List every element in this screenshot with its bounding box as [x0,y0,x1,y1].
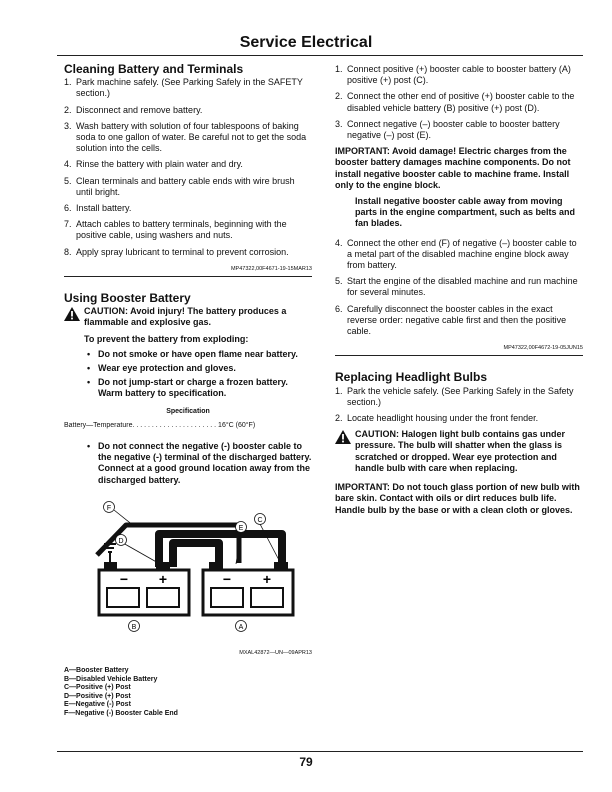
legend-item: A—Booster Battery [64,667,129,675]
important-note: IMPORTANT: Avoid damage! Electric charges from the booster battery damages machine components. Do not install negative booster cable to machine frame. Install only to the engine block. [335,146,571,190]
right-column [335,64,583,521]
callout-f: F [106,504,112,512]
footer-rule [57,751,583,752]
page-title: Service Electrical [239,34,373,51]
figure-ref: MXAL42872—UN—09APR13 [239,649,312,656]
legend-item: F—Negative (-) Booster Cable End [64,709,178,717]
list-item: 2. Disconnect and remove battery. [64,104,203,115]
booster-steps [335,64,583,141]
warning-triangle-icon [64,307,80,324]
list-item: • Do not connect the negative (-) booster cable to the negative (-) terminal of the discharged battery. Connect at a good ground location away from the discharged battery. [87,441,312,485]
list-item: 6. Carefully disconnect the booster cables in the exact reverse order: negative cable first and then the positive cable. [335,303,567,337]
list-item: 2. Locate headlight housing under the front fender. [335,413,539,424]
cleaning-steps [64,77,312,258]
minus-sign: − [222,570,232,587]
section-rule [64,276,312,277]
booster-ref: MP47322,00F4672-19-05JUN15 [503,345,583,352]
legend-item: C—Positive (+) Post [64,684,131,692]
list-item: 3. Connect negative (–) booster cable to booster battery negative (–) post (E). [335,118,560,141]
list-item: • Do not smoke or have open flame near battery. [87,348,298,359]
legend-item: D—Positive (+) Post [64,692,131,700]
list-item: 6. Install battery. [64,203,132,214]
list-item: 5. Start the engine of the disabled machine and run machine for several minutes. [335,276,578,298]
booster-diagram [64,500,312,645]
list-item: 5. Clean terminals and battery cable ends with wire brush until bright. [64,175,295,197]
spec-line: Battery—Temperature. . . . . . . . . . . . . . . . . . . . . . 16°C (60°F) [64,421,256,429]
callout-d: D [118,537,124,545]
callout-c: C [257,516,263,524]
caution-block: CAUTION: Avoid injury! The battery produces a flammable and explosive gas. [64,306,312,328]
minus-sign: − [119,570,129,587]
headlight-steps [335,386,583,425]
legend-item: B—Disabled Vehicle Battery [64,675,158,683]
plus-sign: + [158,570,168,587]
jump-start-illustration [64,500,312,645]
callout-a: A [238,623,244,631]
list-item: • Do not jump-start or charge a frozen battery. Warm battery to specification. [87,377,288,399]
prevent-text: To prevent the battery from exploding: [84,333,249,344]
important-note-continued: Install negative booster cable away from moving parts in the engine compartment, such as belts and fan blades. [355,196,576,229]
page-number: 79 [299,755,313,769]
plus-sign: + [262,570,272,587]
list-item: 2. Connect the other end of positive (+) booster cable to the disabled vehicle battery (B) positive (+) post (D). [335,91,575,113]
section-rule [335,355,583,356]
list-item: 1. Park machine safely. (See Parking Safely in the SAFETY section.) [64,77,303,99]
cable-bullet [64,441,312,486]
booster-steps-continued [335,238,583,338]
list-item: 1. Park the vehicle safely. (See Parking Safely in the Safety section.) [335,385,574,407]
callout-e: E [238,524,244,532]
list-item: 8. Apply spray lubricant to terminal to prevent corrosion. [64,246,289,257]
warning-triangle-icon [335,430,351,447]
list-item: 4. Connect the other end (F) of negative (–) booster cable to a metal part of the disabled machine engine block away from battery. [335,237,577,271]
list-item: 1. Connect positive (+) booster cable to booster battery (A) positive (+) post (C). [335,64,571,86]
important-note: IMPORTANT: Do not touch glass portion of new bulb with bare skin. Contact with oils or dirt reduces bulb life. Handle bulb by the base or with a clean cloth or gloves. [335,482,580,515]
list-item: • Wear eye protection and gloves. [87,363,236,374]
spec-heading: Specification [166,407,210,415]
callout-b: B [131,623,137,631]
header-rule [57,55,583,56]
list-item: 4. Rinse the battery with plain water and dry. [64,159,243,170]
figure-legend [64,667,312,718]
legend-item: E—Negative (-) Post [64,701,131,709]
list-item: 3. Wash battery with solution of four tablespoons of baking soda to one gallon of water. Be careful not to get the soda solution into the cells. [64,120,307,154]
caution-block: CAUTION: Halogen light bulb contains gas under pressure. The bulb will shatter when the glass is scratched or dropped. Wear eye protection and handle bulb with care when replacing. [335,429,583,474]
list-item: 7. Attach cables to battery terminals, beginning with the positive cable, using washers and nuts. [64,219,287,241]
left-column [64,64,312,718]
cleaning-heading: Cleaning Battery and Terminals [64,62,244,76]
cleaning-ref: MP47322,00F4671-19-15MAR13 [230,265,312,272]
headlight-heading: Replacing Headlight Bulbs [335,370,488,385]
booster-heading: Using Booster Battery [64,291,191,306]
safety-bullets [64,349,312,400]
